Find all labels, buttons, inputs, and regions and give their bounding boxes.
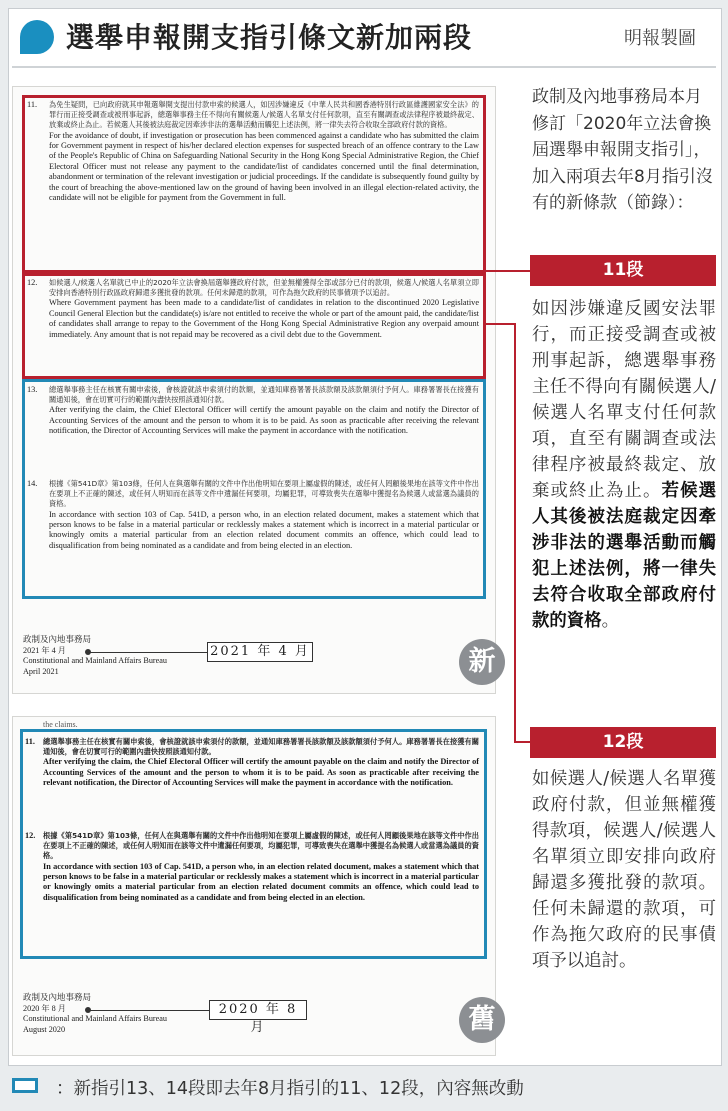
para-en: In accordance with section 103 of Cap. 541D, a person who, in an election related document, makes a statement which that person knows to be false in a material particular or recklessly makes a statement which is incorrect in a material particular or knowingly omits a material particular from an election related document commits an offence, which could lead to disqualification from being nominated as a candidate and from being elected in an election. (43, 861, 479, 902)
credit: 明報製圖 (624, 28, 696, 49)
sig-zh-date: 2021 年 4 月 (23, 645, 66, 655)
section-12-label: 12段 (530, 727, 716, 758)
sig-zh: 政制及內地事務局 (23, 635, 92, 645)
speech-bubble-icon (20, 20, 54, 54)
sig-zh-date: 2020 年 8 月 (23, 1003, 66, 1013)
old-badge: 舊 (459, 997, 505, 1043)
para-number: 12. (27, 278, 38, 287)
legend-text: ：新指引13、14段即去年8月指引的11、12段，內容無改動 (56, 1079, 524, 1099)
intro-text: 政制及內地事務局本月修訂「2020年立法會換屆選舉申報開支指引」，加入兩項去年8月指引沒有的新條款（節錄）： (532, 87, 713, 214)
para-zh: 總選舉事務主任在核實有關申索後，會核證就該申索須付的款額，並通知庫務署署長該款額及該款額須付予何人。庫務署署長在接獲有關通知後，會在切實可行的範圍內盡快按照該通知付款。 (43, 737, 479, 757)
page-title: 選舉申報開支指引條文新加兩段 (66, 21, 473, 54)
new-para-14 (49, 479, 479, 551)
new-signature (23, 635, 167, 677)
para-en: After verifying the claim, the Chief Electoral Officer will certify the amount payable on the claim and notify the Director of Accounting Services of the amount and the person to whom it is to be paid. As soon as practicable after receiving the relevant notification, the Director of Accounting Services will make the payment in accordance with the notification. (43, 757, 479, 788)
header-divider (12, 66, 716, 68)
section-11-label: 11段 (530, 255, 716, 286)
date-pointer-line (89, 1010, 209, 1011)
para-en: For the avoidance of doubt, if investigation or prosecution has been commenced against a candidate who has submitted the claim for Government payment in respect of his/her declared election expenses for suspected breach of an offence contrary to the Law of the People's Republic of China on Safeguarding National Security in the Hong Kong Special Administrative Region, the Chief Electoral Officer must not release any payment to the candidate/list of candidates concerned until the final determination, abandonment or termination of the relevant investigation or judicial proceedings. If the candidate is subsequently found guilty by the court of breaching the above-mentioned law on the ground of having been involved in an illegal election-related activity, the candidate will not be eligible for payment from the Government in full. (49, 130, 479, 203)
para-zh: 根據《第541D章》第103條，任何人在與選舉有關的文件中作出他明知在要項上屬虛假的陳述，或任何人罔顧後果地在該等文件中作出在要項上不正確的陳述，或任何人明知而在該等文件中遺漏任何要項，均屬犯罪，可導致喪失在選舉中獲提名為候選人或當選為議員的資格。 (43, 831, 479, 861)
para-number: 14. (27, 479, 38, 488)
cut-off-text: the claims. (43, 720, 78, 729)
para-number: 13. (27, 385, 38, 394)
date-pointer-line (89, 652, 207, 653)
new-para-13 (49, 385, 479, 437)
new-guideline-document (12, 86, 496, 694)
section-12-body: 如候選人/候選人名單獲政府付款，但並無權獲得款項，候選人/候選人名單須立即安排向政府歸還多獲批發的款項。任何未歸還的款項，可作為拖欠政府的民事債項予以追討。 (532, 769, 716, 971)
old-para-11 (43, 737, 479, 789)
new-date-label: 2021 年 4 月 (207, 642, 313, 662)
header (20, 14, 710, 64)
sig-en-date: April 2021 (23, 666, 59, 676)
sig-en: Constitutional and Mainland Affairs Bureau (23, 656, 168, 665)
connector-12-horizontal (486, 323, 516, 325)
para-en: In accordance with section 103 of Cap. 541D, a person who, in an election related document, makes a statement which that person knows to be false in a material particular or recklessly makes a statement which is incorrect in a material particular or knowingly omits a material particular from an election related document commits an offence, which could lead to disqualification from being nominated as a candidate and from being elected in an election. (49, 509, 479, 550)
section-11-body (532, 296, 716, 634)
legend (12, 1072, 716, 1102)
section-11-plain: 如因涉嫌違反國安法罪行，而正接受調查或被刑事起訴，總選舉事務主任不得向有關候選人/候選人名單支付任何款項，直至有關調查或法律程序被最終裁定、放棄或終止為止。 (532, 299, 716, 501)
para-en: Where Government payment has been made to a candidate/list of candidates in relation to the discontinued 2020 Legislative Council General Election but the candidate(s) is/are not entitled to receive the whole or part of the amount paid, the candidate/list of candidates shall arrange to repay to the Government of the Hong Kong Special Administrative Region any overpaid amount immediately. Any amount that is not repaid may be recovered as a civil debt due to the Government. (49, 298, 479, 339)
connector-11 (486, 270, 530, 272)
old-para-12 (43, 831, 479, 903)
connector-12-vertical (514, 323, 516, 743)
blue-box-legend-icon (12, 1078, 38, 1093)
new-para-11 (49, 100, 479, 203)
para-number: 11. (27, 100, 38, 109)
sig-en-date: August 2020 (23, 1024, 66, 1034)
para-number: 11. (25, 737, 35, 746)
para-zh: 總選舉事務主任在核實有關申索後，會核證就該申索須付的款額，並通知庫務署署長該款額及該款額須付予何人。庫務署署長在接獲有關通知後，會在切實可行的範圍內盡快按照該通知付款。 (49, 385, 479, 405)
sig-zh: 政制及內地事務局 (23, 993, 92, 1003)
old-signature (23, 993, 167, 1035)
section-11-end: 。 (601, 611, 619, 631)
para-zh: 如候選人/候選人名單就已中止的2020年立法會換屆選舉獲政府付款，但並無權獲得全部或部分已付的款項，候選人/候選人名單須立即安排向香港特別行政區政府歸還多獲批發的款項。任何未歸還的款項，可作為拖欠政府的民事債項予以追討。 (49, 278, 479, 298)
section-11-bold: 若候選人其後被法庭裁定因牽涉非法的選舉活動而觸犯上述法例，將一律失去符合收取全部政府付款的資格 (532, 481, 716, 631)
old-date-label: 2020 年 8 月 (209, 1000, 307, 1020)
new-badge: 新 (459, 639, 505, 685)
old-guideline-document (12, 716, 496, 1056)
connector-12-end (514, 741, 530, 743)
new-para-12 (49, 278, 479, 340)
para-number: 12. (25, 831, 36, 840)
para-en: After verifying the claim, the Chief Electoral Officer will certify the amount payable on the claim and notify the Director of Accounting Services of the amount and the person to whom it is to be paid. As soon as practicable after receiving the relevant notification, the Director of Accounting Services will make the payment in accordance with the notification. (49, 405, 479, 436)
para-zh: 為免生疑問，已向政府就其申報選舉開支提出付款申索的候選人，如因涉嫌違反《中華人民共和國香港特別行政區維護國家安全法》的罪行而正接受調查或被刑事起訴，總選舉事務主任不得向有關候選人/候選人名單支付任何款項，直至有關調查或法律程序被最終裁定、放棄或終止為止。若候選人其後被法庭裁定因牽涉非法的選舉活動而觸犯上述法例，將一律失去符合收取全部政府付款的資格。 (49, 100, 479, 130)
para-zh: 根據《第541D章》第103條，任何人在與選舉有關的文件中作出他明知在要項上屬虛假的陳述，或任何人罔顧後果地在該等文件中作出在要項上不正確的陳述，或任何人明知而在該等文件中遺漏任何要項，均屬犯罪，可導致喪失在選舉中獲提名為候選人或當選為議員的資格。 (49, 479, 479, 509)
sig-en: Constitutional and Mainland Affairs Bureau (23, 1014, 168, 1023)
